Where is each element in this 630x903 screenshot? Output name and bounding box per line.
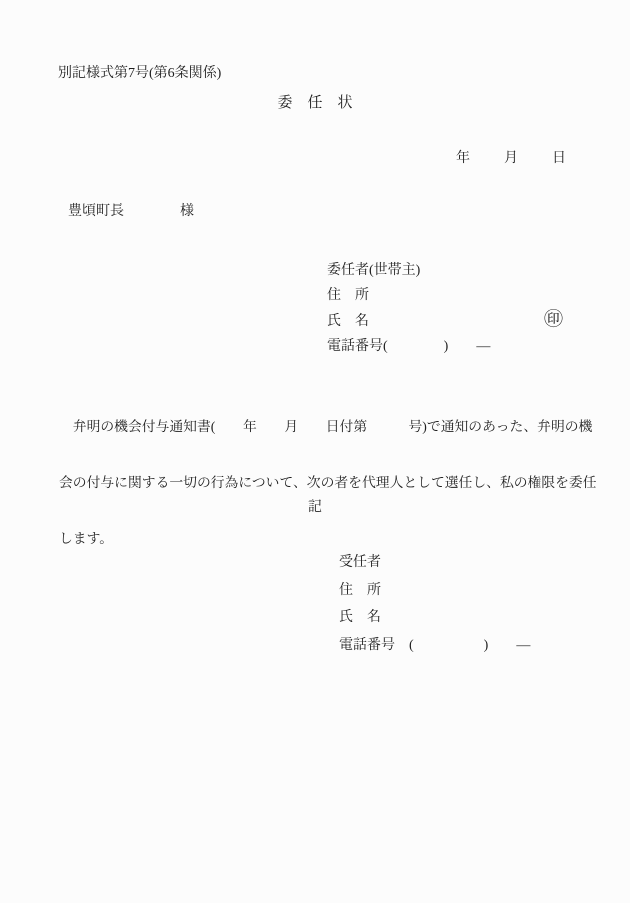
addressee-line: 豊頃町長 様	[68, 204, 194, 219]
body-line: します。	[59, 531, 114, 546]
delegator-address-label: 住 所	[327, 288, 369, 304]
delegate-heading: 受任者	[339, 555, 381, 570]
delegator-phone-line: 電話番号( ) —	[327, 339, 491, 355]
body-line: 弁明の機会付与通知書( 年 月 日付第 号)で通知のあった、弁明の機	[59, 419, 593, 434]
delegate-phone-line: 電話番号 ( ) —	[339, 637, 531, 653]
delegator-name-label: 氏 名	[327, 313, 369, 329]
delegate-address-label: 住 所	[339, 582, 381, 598]
delegator-heading: 委任者(世帯主)	[327, 263, 421, 278]
delegator-block	[327, 258, 490, 360]
date-line: 年 月 日	[456, 151, 568, 166]
body-line: 会の付与に関する一切の行為について、次の者を代理人として選任し、私の権限を委任	[59, 475, 597, 490]
form-number: 別記様式第7号(第6条関係)	[58, 66, 222, 81]
section-marker: 記	[308, 500, 322, 515]
seal-mark-icon: ㊞	[544, 309, 564, 330]
delegate-name-label: 氏 名	[339, 610, 381, 625]
delegate-block	[339, 549, 530, 659]
document-title: 委 任 状	[277, 95, 353, 111]
